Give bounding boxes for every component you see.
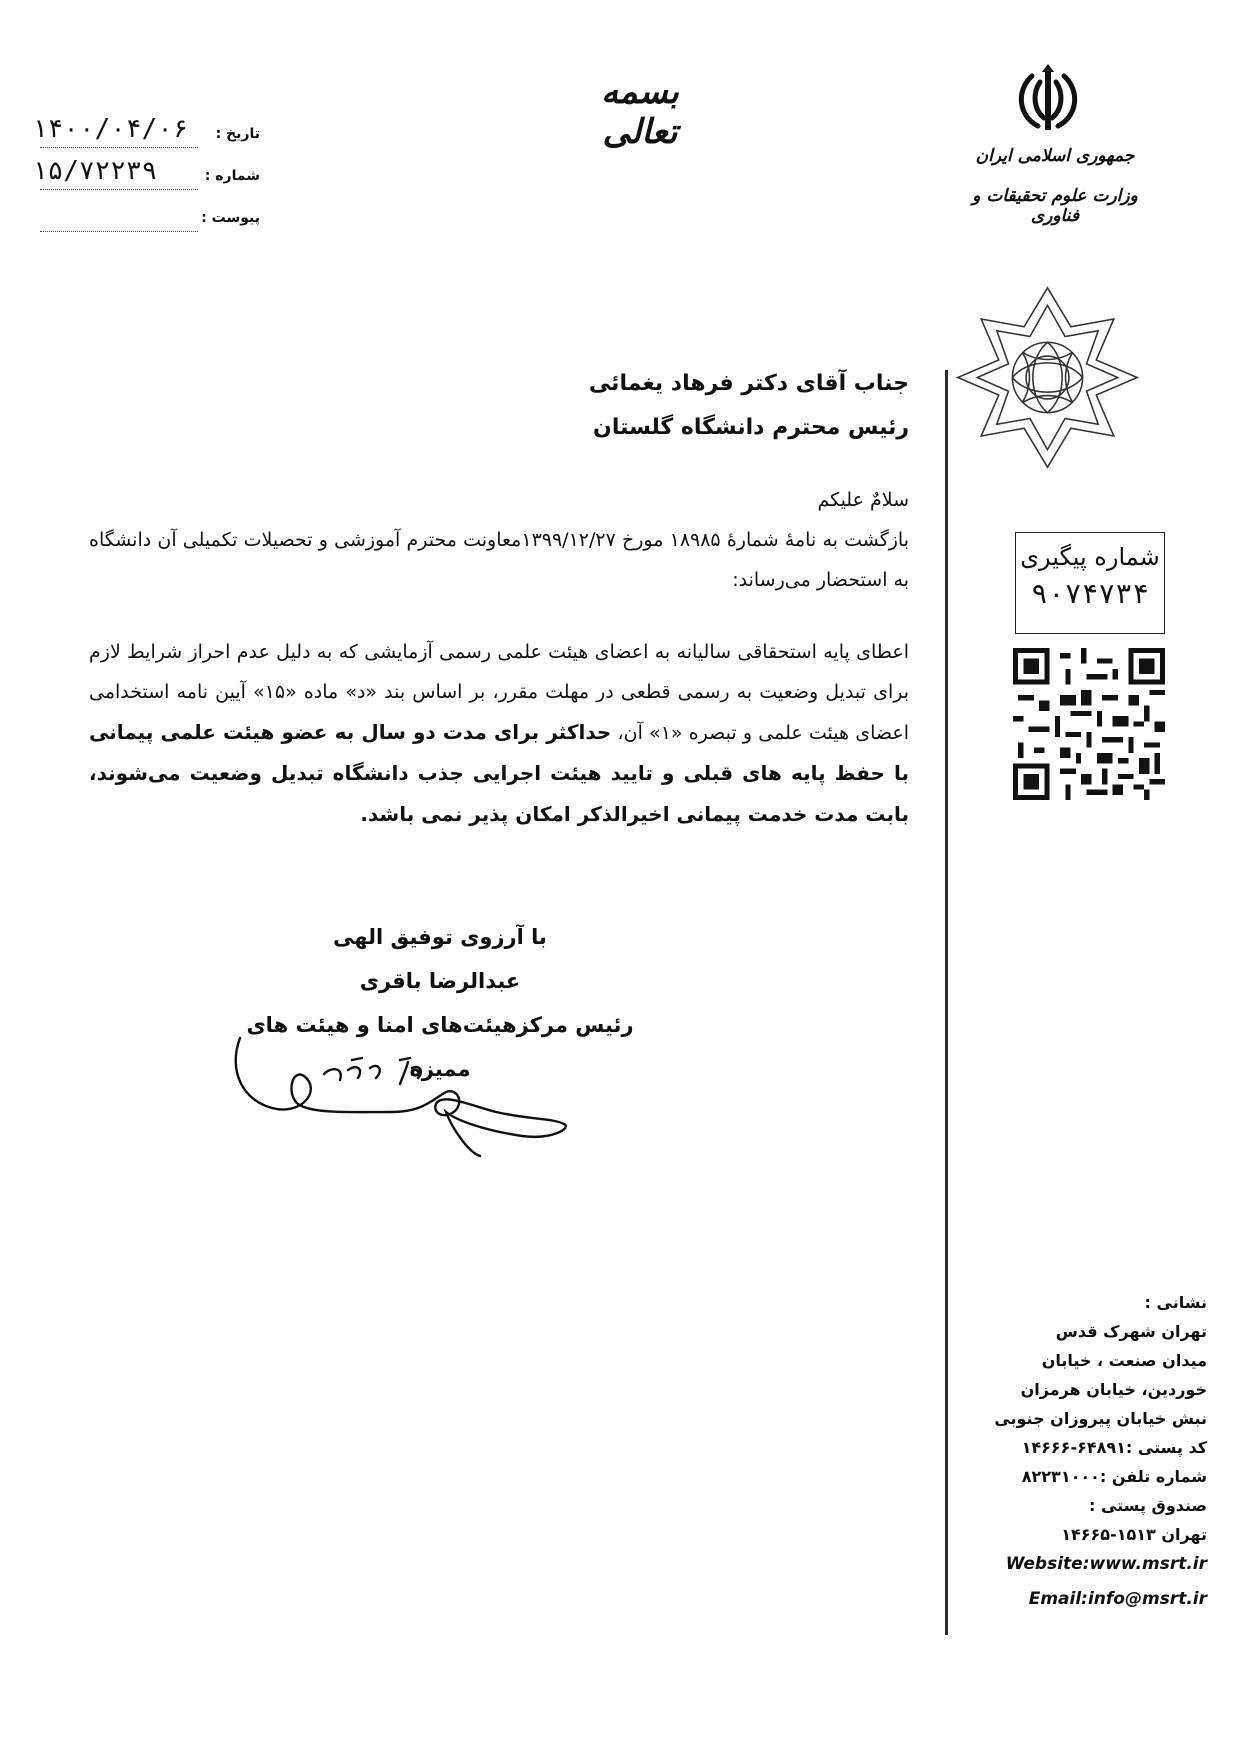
address-line2: میدان صنعت ، خیابان [1041, 1351, 1207, 1370]
number-row [20, 156, 260, 192]
number-value: ۱۵/۷۲۲۳۹ [32, 156, 158, 186]
handwritten-signature-icon [232, 1030, 572, 1160]
ornament-seal-icon [950, 280, 1145, 475]
tracking-box [1015, 532, 1165, 634]
po-box-label: صندوق پستی : [1088, 1496, 1207, 1515]
qr-code-icon [1013, 648, 1165, 800]
main-paragraph-normal: اعطای پایه استحقاقی سالیانه به اعضای هیئت علمی رسمی آزمایشی که به دلیل عدم احراز شرایط لازم برای تبدیل وضعیت به رسمی قطعی در مهلت مقرر، بر اساس بند «د» ماده «۱۵» آیین نامه استخدامی اعضای هیئت علمی و تبصره «۱» آن، [89, 641, 909, 744]
attachment-line [40, 231, 198, 232]
tracking-title: شماره پیگیری [1020, 543, 1160, 571]
date-value: ۱۴۰۰/۰۴/۰۶ [32, 114, 189, 144]
addressee-block [589, 362, 909, 450]
address-label: نشانی : [1144, 1293, 1207, 1312]
tracking-number: ۹۰۷۴۷۳۴ [1030, 577, 1149, 610]
greeting: سلامٌ علیکم [817, 489, 909, 511]
date-row [20, 114, 260, 150]
number-label: شماره : [204, 168, 260, 184]
postal-code: کد پستی :۶۴۸۹۱-۱۴۶۶۶ [1021, 1438, 1207, 1457]
address-line3: خوردین، خیابان هرمزان [1020, 1380, 1207, 1399]
email-link[interactable]: Email:info@msrt.ir [1028, 1589, 1207, 1609]
phone-number: شماره تلفن :۸۲۲۳۱۰۰۰ [1021, 1467, 1207, 1486]
main-paragraph-bold: حداکثر برای مدت دو سال به عضو هیئت علمی پیمانی با حفظ پایه های قبلی و تایید هیئت اجرایی جذب دانشگاه تبدیل وضعیت می‌شوند، بابت مدت خدمت پیمانی اخیرالذکر امکان پذیر نمی باشد. [89, 720, 909, 826]
iran-emblem-icon [1010, 60, 1086, 136]
closing-wish: با آرزوی توفیق الهی [333, 925, 547, 949]
attachment-label: پیوست : [201, 210, 260, 226]
intro-paragraph: بازگشت به نامۀ شمارۀ ۱۸۹۸۵ مورخ ۱۳۹۹/۱۲/۲۷معاونت محترم آموزشی و تحصیلات تکمیلی آن دانشگاه به استحضار می‌رساند: [89, 529, 909, 591]
po-box: تهران ۱۵۱۳-۱۴۶۶۵ [1061, 1525, 1207, 1544]
bismillah-heading: بسمه تعالی [601, 72, 679, 152]
addressee-name: جناب آقای دکتر فرهاد یغمائی [588, 371, 909, 396]
signer-name: عبدالرضا باقری [359, 969, 521, 993]
addressee-title: رئیس محترم دانشگاه گلستان [593, 415, 909, 440]
signer-title: رئیس مرکزهیئت‌های امنا و هیئت های ممیزه [246, 1013, 634, 1081]
number-line [40, 189, 198, 190]
address-line1: تهران شهرک قدس [1055, 1322, 1207, 1341]
ministry-line1: جمهوری اسلامی ایران [975, 146, 1135, 166]
website-link[interactable]: Website:www.msrt.ir [1005, 1554, 1207, 1574]
date-label: تاریخ : [215, 126, 260, 142]
main-paragraph [89, 632, 909, 835]
attachment-row [20, 204, 260, 234]
address-line4: نبش خیابان پیروزان جنوبی [994, 1409, 1207, 1428]
ministry-line2: وزارت علوم تحقیقات و فناوری [972, 186, 1138, 226]
date-line [40, 147, 198, 148]
